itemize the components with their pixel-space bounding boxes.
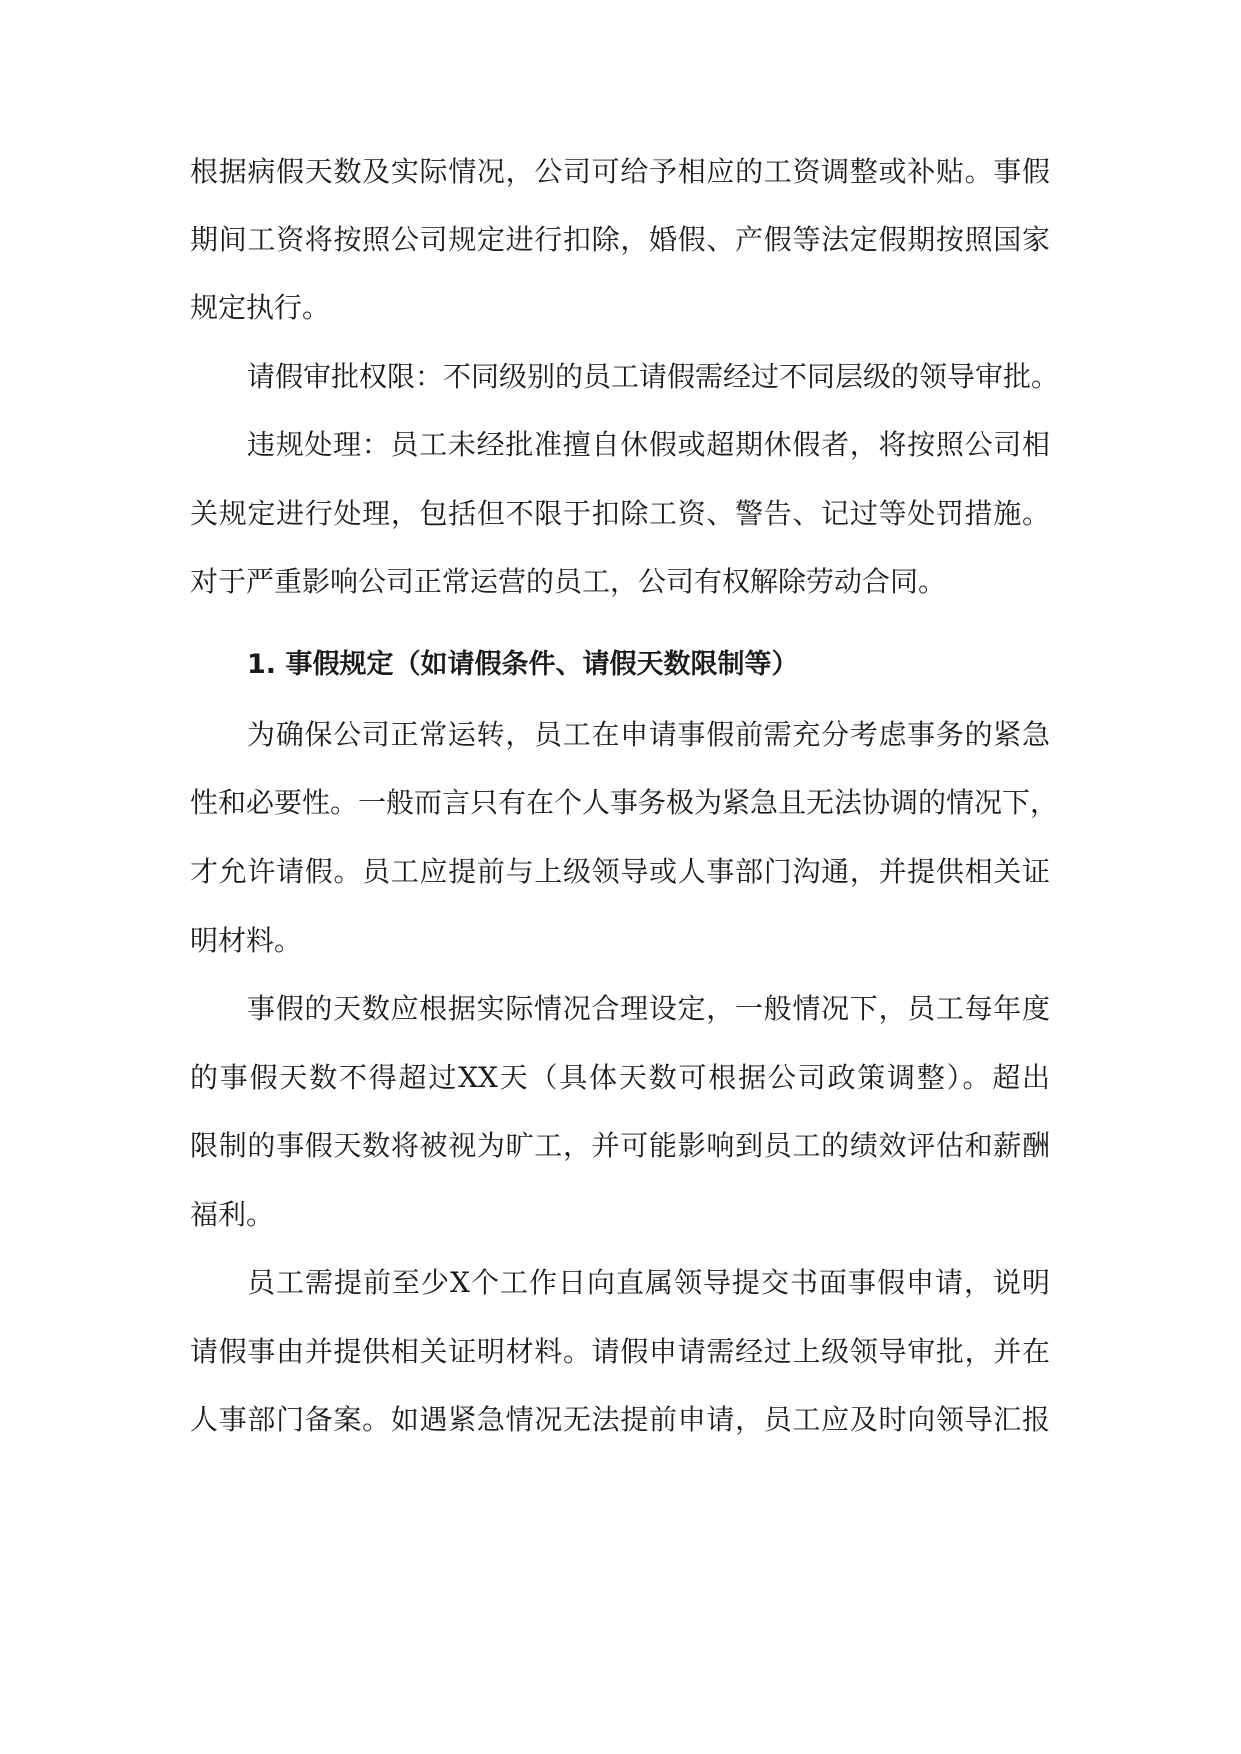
paragraph-line: 关规定进行处理，包括但不限于扣除工资、警告、记过等处罚措施。 [190,497,1050,530]
section-heading: 1. 事假规定（如请假条件、请假天数限制等） [247,649,799,680]
paragraph-line: 请假审批权限：不同级别的员工请假需经过不同层级的领导审批。 [247,360,1060,393]
paragraph-line: 福利。 [190,1198,275,1231]
paragraph-line: 明材料。 [190,924,303,957]
paragraph-line: 请假事由并提供相关证明材料。请假申请需经过上级领导审批，并在 [190,1335,1050,1368]
paragraph-line: 事假的天数应根据实际情况合理设定，一般情况下，员工每年度 [247,992,1050,1025]
paragraph-line: 人事部门备案。如遇紧急情况无法提前申请，员工应及时向领导汇报 [190,1403,1050,1436]
paragraph-line: 期间工资将按照公司规定进行扣除，婚假、产假等法定假期按照国家 [190,223,1050,256]
paragraph-line: 违规处理：员工未经批准擅自休假或超期休假者，将按照公司相 [247,428,1050,461]
paragraph-line: 员工需提前至少X个工作日向直属领导提交书面事假申请，说明 [247,1266,1050,1299]
paragraph-line: 的事假天数不得超过XX天（具体天数可根据公司政策调整）。超出 [190,1061,1050,1094]
paragraph-line: 性和必要性。一般而言只有在个人事务极为紧急且无法协调的情况下， [190,786,1059,819]
paragraph-line: 为确保公司正常运转，员工在申请事假前需充分考虑事务的紧急 [247,718,1050,751]
paragraph-line: 才允许请假。员工应提前与上级领导或人事部门沟通，并提供相关证 [190,855,1050,888]
paragraph-line: 根据病假天数及实际情况，公司可给予相应的工资调整或补贴。事假 [190,155,1050,188]
paragraph-line: 规定执行。 [190,291,331,324]
paragraph-line: 限制的事假天数将被视为旷工，并可能影响到员工的绩效评估和薪酬 [190,1129,1050,1162]
paragraph-line: 对于严重影响公司正常运营的员工，公司有权解除劳动合同。 [190,565,947,598]
